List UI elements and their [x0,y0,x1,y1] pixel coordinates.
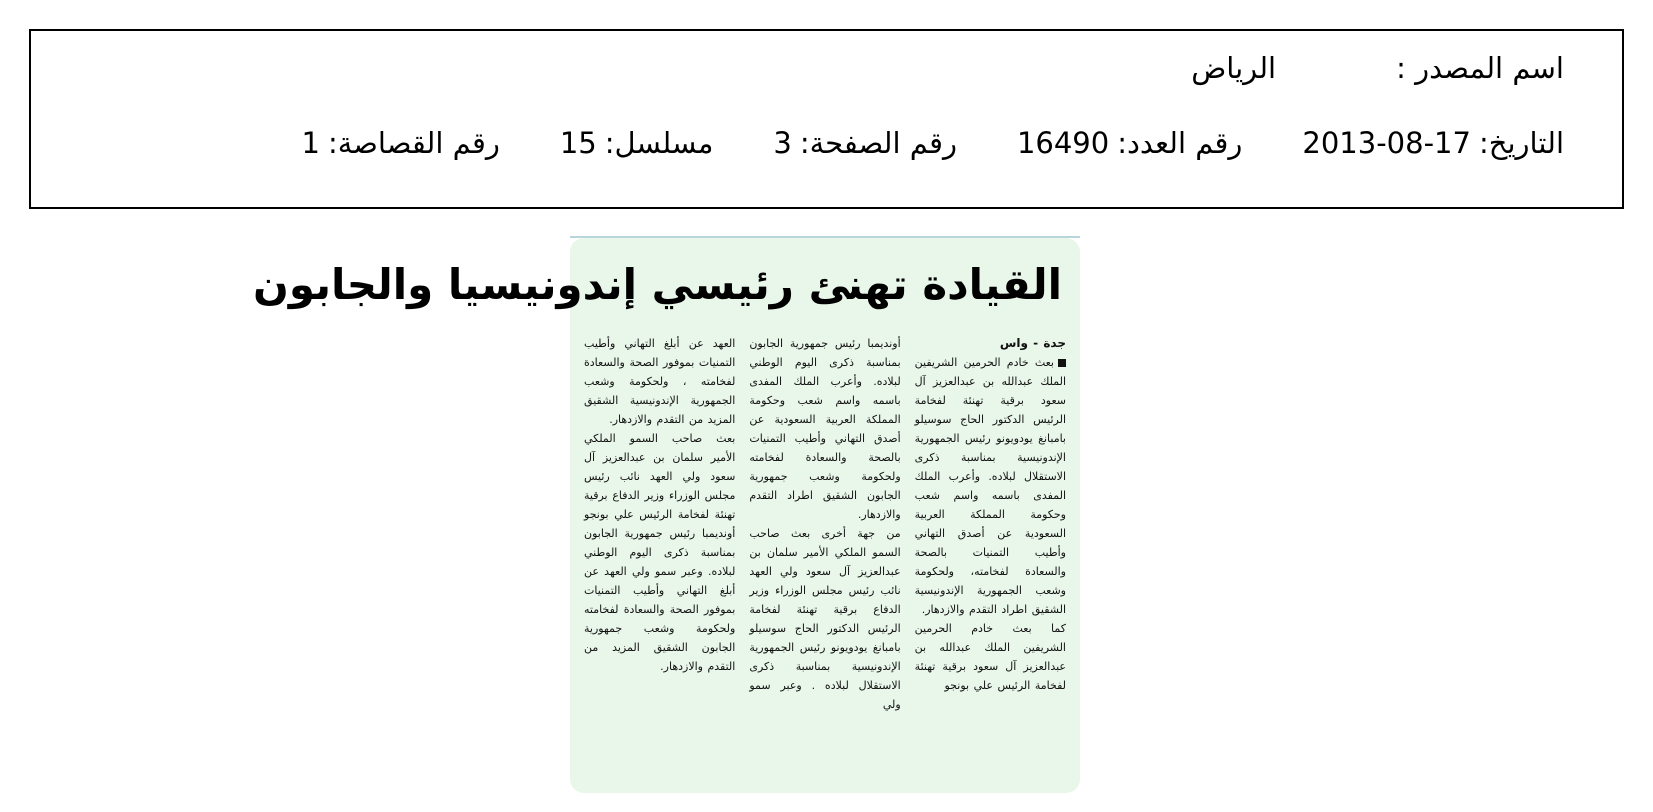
col1-paragraph-2: كما بعث خادم الحرمين الشريفين الملك عبدالله بن عبدالعزيز آل سعود برقية تهنئة لفخامة الرئيس علي بونجو [914,622,1066,692]
clip-label: رقم القصاصة: [327,126,500,160]
page-field [773,126,957,160]
bullet-square-icon [1058,359,1066,367]
article-column-1 [915,334,1066,783]
page-value: 3 [773,126,792,160]
issue-value: 16490 [1016,126,1110,160]
col2-paragraph-1: أونديمبا رئيس جمهورية الجابون بمناسبة ذكرى اليوم الوطني لبلاده. وأعرب الملك المفدى باسمه واسم شعب وحكومة المملكة العربية السعودية عن أصدق التهاني وأطيب التمنيات بالصحة والسعادة لفخامته ولحكومة وشعب جمهورية الجابون الشقيق اطراد التقدم والازدهار. [749,337,901,521]
issue-field [1017,126,1242,160]
article-headline: القيادة تهنئ رئيسي إندونيسيا والجابون [253,260,1062,309]
source-row [1191,51,1564,85]
col3-paragraph-2: بعث صاحب السمو الملكي الأمير سلمان بن عبدالعزيز آل سعود ولي العهد نائب رئيس مجلس الوزراء وزير الدفاع برقية تهنئة لفخامة الرئيس علي بونجو أونديمبا رئيس جمهورية الجابون بمناسبة ذكرى اليوم الوطني لبلاده. وعبر سمو ولي العهد عن أبلغ التهاني وأطيب التمنيات بموفور الصحة والسعادة لفخامته ولحكومة وشعب جمهورية الجابون الشقيق المزيد من التقدم والازدهار. [584,432,736,673]
source-label: اسم المصدر : [1396,51,1564,85]
serial-field [560,126,714,160]
article-column-2 [749,334,900,783]
serial-value: 15 [559,126,597,160]
date-label: التاريخ: [1478,126,1564,160]
date-value: 2013-08-17 [1302,126,1471,160]
col3-paragraph-1: العهد عن أبلغ التهاني وأطيب التمنيات بموفور الصحة والسعادة لفخامته ، ولحكومة وشعب الجمهورية الإندونيسية الشقيق المزيد من التقدم والازدهار. [584,337,736,426]
clip-value: 1 [301,126,320,160]
source-value: الرياض [1191,51,1277,85]
col2-paragraph-2: من جهة أخرى بعث صاحب السمو الملكي الأمير سلمان بن عبدالعزيز آل سعود ولي العهد نائب رئيس مجلس الوزراء وزير الدفاع برقية تهنئة لفخامة الرئيس الدكتور الحاج سوسيلو بامبانغ يودويونو رئيس الجمهورية الإندونيسية بمناسبة ذكرى الاستقلال لبلاده . وعبر سمو ولي [749,527,901,711]
issue-label: رقم العدد: [1117,126,1243,160]
article-column-3 [584,334,735,783]
details-row [302,126,1565,160]
newspaper-clipping [253,238,1080,793]
serial-label: مسلسل: [604,126,714,160]
date-field [1302,126,1564,160]
page-label: رقم الصفحة: [799,126,957,160]
metadata-box [29,29,1624,209]
clip-field [302,126,500,160]
source-field [1191,51,1564,85]
article-columns [584,334,1066,783]
article-dateline: جدة - واس [999,336,1066,350]
col1-paragraph-1: بعث خادم الحرمين الشريفين الملك عبدالله بن عبدالعزيز آل سعود برقية تهنئة لفخامة الرئيس الدكتور الحاج سوسيلو بامبانغ يودويونو رئيس الجمهورية الإندونيسية بمناسبة ذكرى الاستقلال لبلاده. وأعرب الملك المفدى باسمه واسم شعب وحكومة المملكة العربية السعودية عن أصدق التهاني وأطيب التمنيات بالصحة والسعادة لفخامته، ولحكومة وشعب الجمهورية الإندونيسية الشقيق اطراد التقدم والازدهار. [914,356,1066,616]
